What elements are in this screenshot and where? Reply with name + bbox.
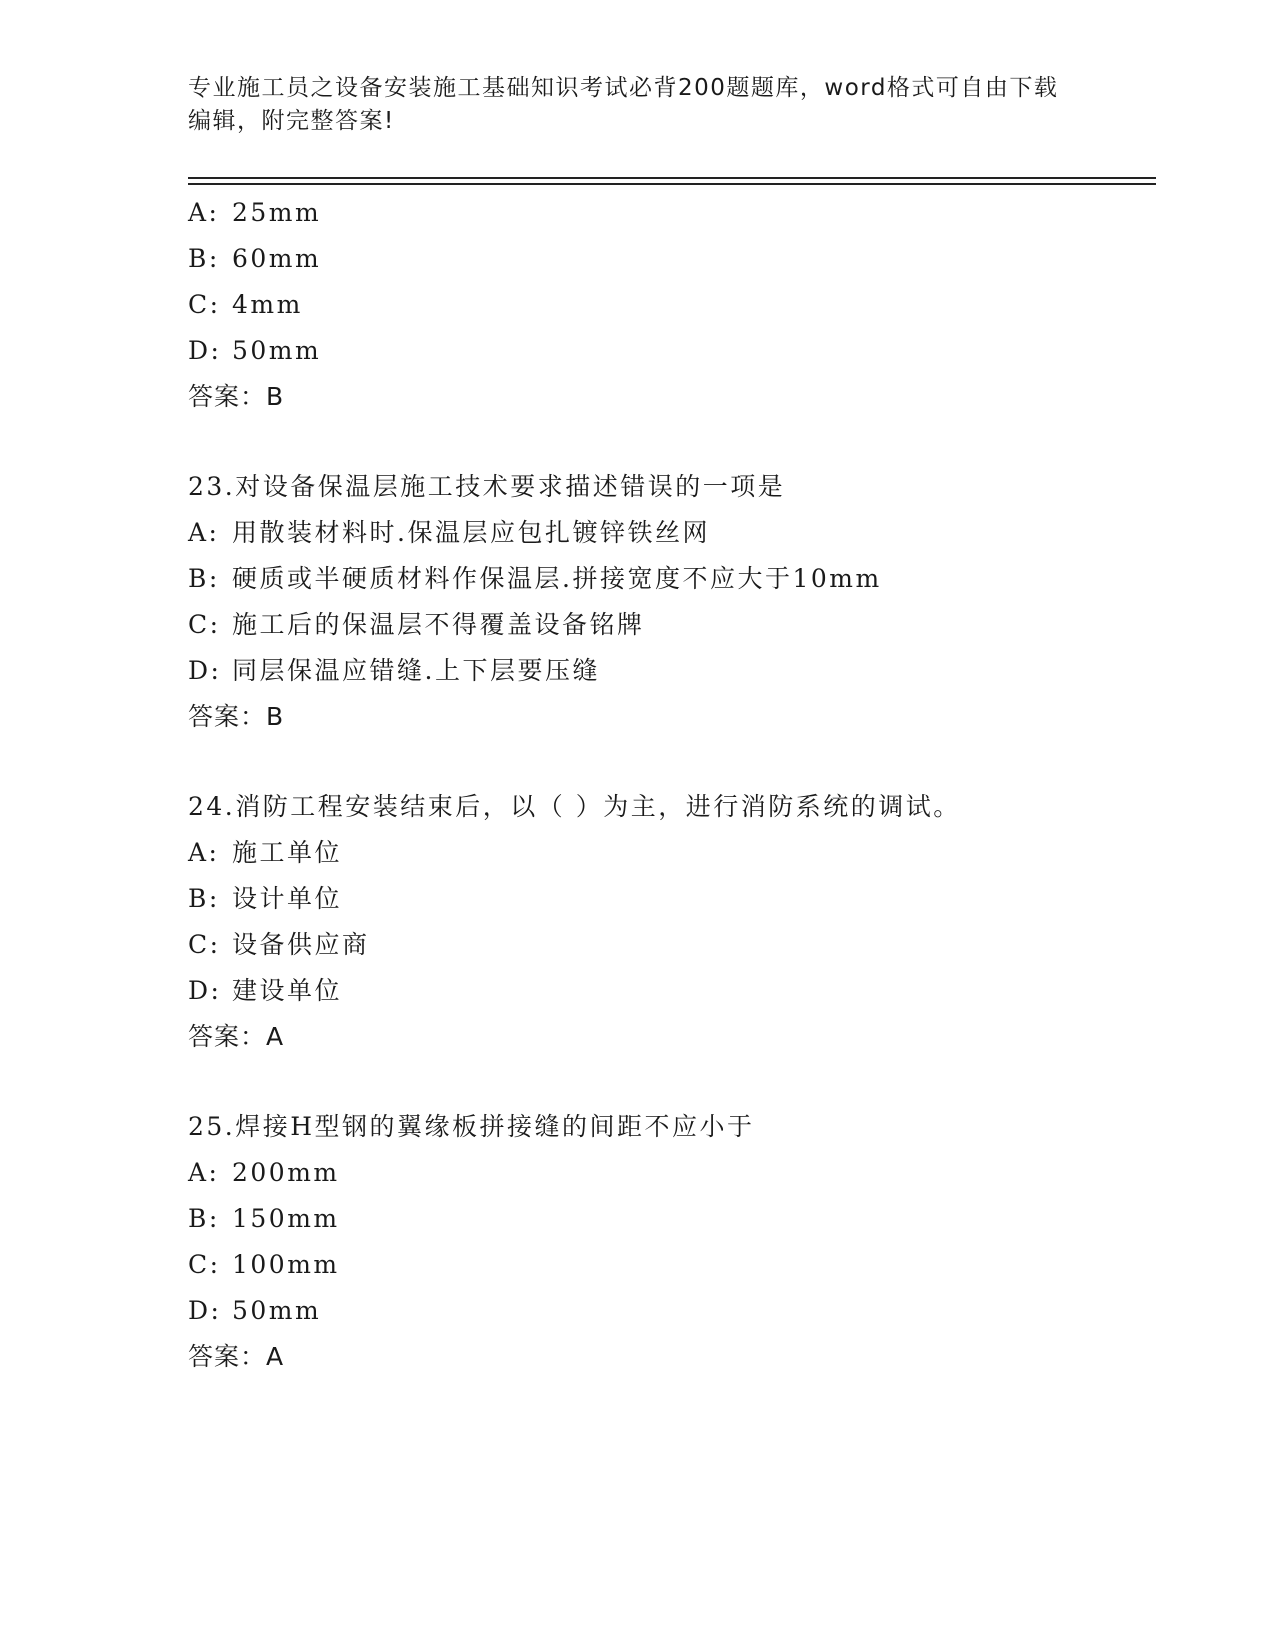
option-d	[188, 328, 1156, 374]
option-letter: C:	[188, 290, 221, 319]
question-25	[188, 1104, 1156, 1380]
option-text: 4mm	[232, 290, 303, 319]
header-line-1: 专业施工员之设备安装施工基础知识考试必背200题题库，word格式可自由下载	[188, 75, 1059, 101]
option-text: 施工单位	[232, 838, 343, 867]
option-text: 同层保温应错缝.上下层要压缝	[232, 656, 600, 685]
option-letter: D:	[188, 336, 222, 365]
question-stem: 24.消防工程安装结束后，以（ ）为主，进行消防系统的调试。	[188, 792, 961, 821]
option-letter: B:	[188, 1204, 220, 1233]
header-divider-top	[188, 177, 1156, 179]
answer: 答案：A	[188, 1342, 285, 1371]
option-b	[188, 1196, 1156, 1242]
option-text: 150mm	[232, 1204, 340, 1233]
option-letter: D:	[188, 656, 222, 685]
option-letter: C:	[188, 1250, 221, 1279]
option-text: 设备供应商	[232, 930, 370, 959]
option-letter: C:	[188, 610, 221, 639]
spacer	[188, 420, 1156, 464]
option-letter: C:	[188, 930, 221, 959]
option-text: 60mm	[232, 244, 322, 273]
option-letter: A:	[188, 1158, 220, 1187]
option-text: 施工后的保温层不得覆盖设备铭牌	[232, 610, 645, 639]
option-a	[188, 830, 1156, 876]
option-text: 设计单位	[232, 884, 343, 913]
option-c	[188, 282, 1156, 328]
option-text: 100mm	[232, 1250, 340, 1279]
option-d	[188, 648, 1156, 694]
option-letter: B:	[188, 244, 220, 273]
option-b	[188, 236, 1156, 282]
option-letter: D:	[188, 1296, 222, 1325]
question-stem: 25.焊接H型钢的翼缘板拼接缝的间距不应小于	[188, 1112, 755, 1141]
header-divider-bottom	[188, 183, 1156, 185]
option-d	[188, 968, 1156, 1014]
question-stem: 23.对设备保温层施工技术要求描述错误的一项是	[188, 472, 786, 501]
option-b	[188, 556, 1156, 602]
option-c	[188, 602, 1156, 648]
document-header	[188, 72, 1088, 138]
answer: 答案：B	[188, 382, 285, 411]
option-c	[188, 922, 1156, 968]
option-a	[188, 190, 1156, 236]
option-text: 50mm	[232, 1296, 322, 1325]
spacer	[188, 1060, 1156, 1104]
option-letter: A:	[188, 198, 220, 227]
option-text: 建设单位	[232, 976, 343, 1005]
answer: 答案：A	[188, 1022, 285, 1051]
option-a	[188, 510, 1156, 556]
option-letter: A:	[188, 518, 220, 547]
option-b	[188, 876, 1156, 922]
option-c	[188, 1242, 1156, 1288]
option-text: 200mm	[232, 1158, 340, 1187]
option-d	[188, 1288, 1156, 1334]
option-letter: A:	[188, 838, 220, 867]
option-a	[188, 1150, 1156, 1196]
header-line-2: 编辑，附完整答案!	[188, 108, 395, 134]
option-letter: B:	[188, 564, 220, 593]
option-text: 硬质或半硬质材料作保温层.拼接宽度不应大于10mm	[232, 564, 882, 593]
spacer	[188, 740, 1156, 784]
answer: 答案：B	[188, 702, 285, 731]
option-text: 25mm	[232, 198, 322, 227]
option-text: 50mm	[232, 336, 322, 365]
option-text: 用散装材料时.保温层应包扎镀锌铁丝网	[232, 518, 710, 547]
question-23	[188, 464, 1156, 740]
question-22	[188, 190, 1156, 420]
question-list	[188, 190, 1156, 1380]
option-letter: B:	[188, 884, 220, 913]
option-letter: D:	[188, 976, 222, 1005]
question-24	[188, 784, 1156, 1060]
